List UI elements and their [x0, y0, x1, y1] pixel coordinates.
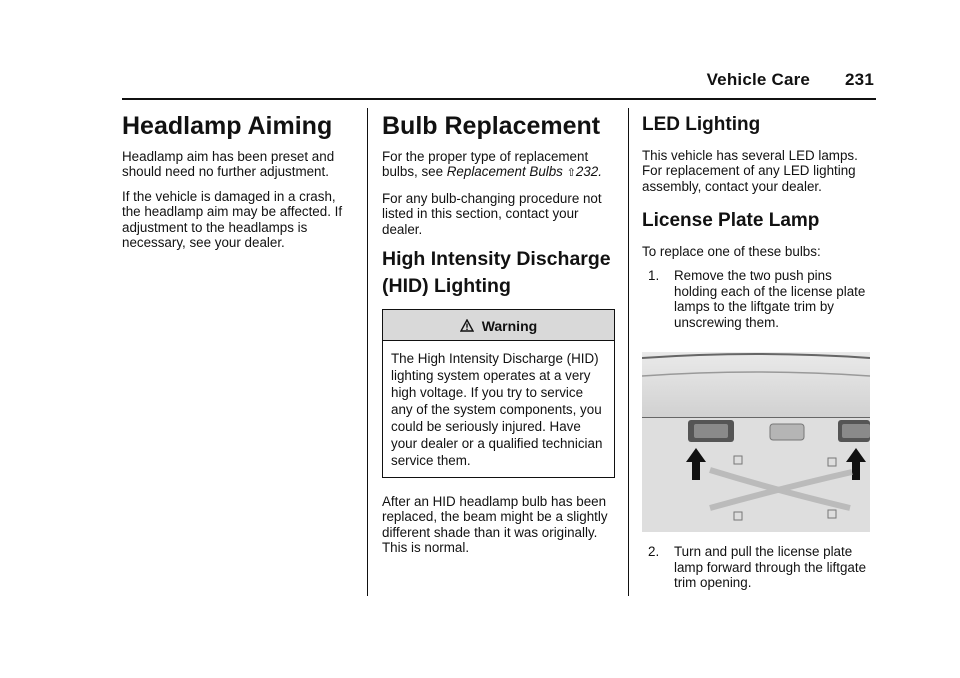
column-bulb-replacement — [382, 108, 615, 565]
paragraph: Headlamp aim has been preset and should need no further adjustment. — [122, 148, 335, 180]
page-number: 231 — [845, 70, 874, 89]
warning-box — [382, 309, 615, 478]
list-item — [642, 268, 874, 330]
header-rule — [122, 98, 876, 100]
step-text: Turn and pull the license plate lamp forward through the liftgate trim opening. — [674, 544, 867, 591]
paragraph: This vehicle has several LED lamps. For replacement of any LED lighting assembly, contact your dealer. — [642, 147, 858, 194]
column-headlamp-aiming — [122, 108, 354, 260]
column-led-license — [642, 108, 874, 599]
heading-led-lighting: LED Lighting — [642, 114, 761, 135]
column-divider-1 — [367, 108, 368, 596]
warning-triangle-icon — [460, 318, 482, 334]
paragraph: To replace one of these bulbs: — [642, 243, 821, 259]
heading-hid-lighting: High Intensity Discharge (HID) Lighting — [382, 248, 611, 297]
heading-bulb-replacement: Bulb Replacement — [382, 112, 601, 140]
paragraph: For the proper type of replacement bulbs, see Replacement Bulbs ⇧232. — [382, 148, 602, 180]
warning-label: Warning — [481, 317, 538, 334]
paragraph-text: For the proper type of replacement bulbs, see — [382, 148, 589, 180]
step-number: 1. — [648, 268, 660, 284]
paragraph: If the vehicle is damaged in a crash, the headlamp aim may be affected. If adjustment to the headlamps is necessary, see your dealer. — [122, 188, 343, 251]
step-number: 2. — [648, 544, 660, 560]
paragraph: For any bulb-changing procedure not listed in this section, contact your dealer. — [382, 190, 602, 237]
list-item — [642, 544, 874, 591]
step-text: Remove the two push pins holding each of the license plate lamps to the liftgate trim by unscrewing them. — [674, 268, 866, 330]
steps-list — [642, 268, 874, 330]
arrow-ref-icon: ⇧ — [566, 167, 576, 180]
page-header — [707, 70, 874, 90]
steps-list — [642, 544, 874, 591]
license-plate-lamp-figure — [642, 352, 870, 532]
warning-header — [383, 310, 614, 341]
warning-text: The High Intensity Discharge (HID) lighting system operates at a very high voltage. If you try to service any of the system components, you could be seriously injured. Have your dealer or a qualified technician service them. — [391, 350, 603, 468]
replacement-bulbs-link[interactable]: Replacement Bulbs — [446, 164, 563, 180]
heading-headlamp-aiming: Headlamp Aiming — [122, 112, 333, 140]
column-divider-2 — [628, 108, 629, 596]
paragraph: After an HID headlamp bulb has been replaced, the beam might be a slightly different shade than it was originally. This is normal. — [382, 493, 608, 556]
heading-license-plate-lamp: License Plate Lamp — [642, 210, 820, 232]
section-title: Vehicle Care — [706, 70, 811, 89]
page-ref[interactable]: 232 — [575, 164, 599, 180]
